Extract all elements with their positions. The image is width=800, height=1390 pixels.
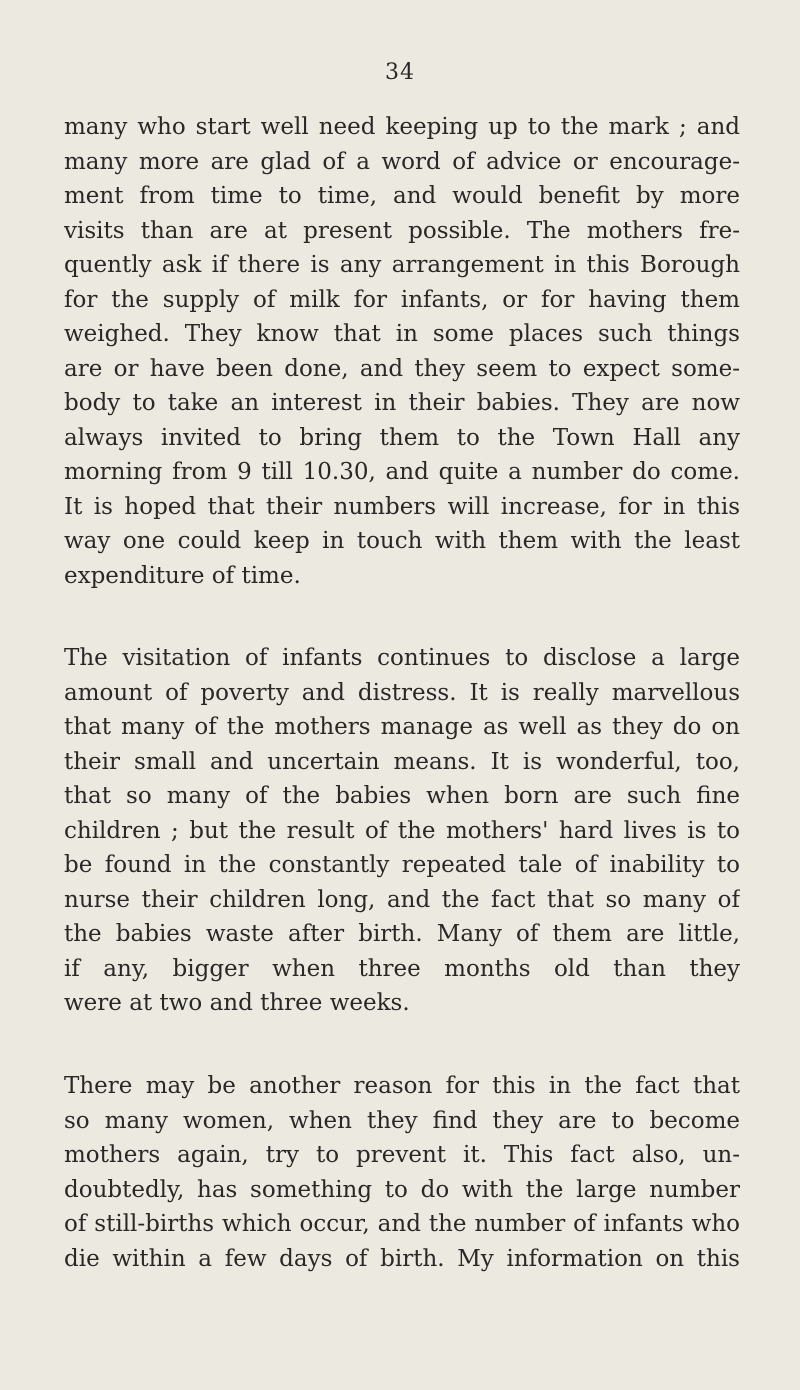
text-line: doubtedly, has something to do with the large number	[64, 1176, 740, 1203]
text-line: weighed. They know that in some places such things	[64, 321, 740, 347]
text-line: are or have been done, and they seem to expect some-	[64, 355, 740, 382]
text-line: ment from time to time, and would benefit by more	[64, 183, 740, 209]
text-line: mothers again, try to prevent it. This fact also, un-	[64, 1142, 740, 1168]
text-line: way one could keep in touch with them with the least	[64, 528, 740, 554]
text-line: expenditure of time.	[64, 562, 301, 589]
text-line: be found in the constantly repeated tale of inability to	[64, 852, 740, 878]
text-line: many who start well need keeping up to the mark ; and	[64, 114, 740, 140]
text-line: morning from 9 till 10.30, and quite a number do come.	[64, 459, 740, 485]
text-line: if any, bigger when three months old than they	[64, 955, 740, 982]
page-number: 34	[385, 60, 415, 85]
text-line: body to take an interest in their babies. They are now	[64, 390, 740, 416]
text-line: many more are glad of a word of advice or encourage-	[64, 148, 740, 175]
paragraph-2	[64, 641, 740, 1021]
text-line: die within a few days of birth. My information on this	[64, 1245, 740, 1272]
paragraph-3	[64, 1069, 740, 1276]
text-line: There may be another reason for this in the fact that	[64, 1073, 740, 1099]
text-line: It is hoped that their numbers will increase, for in this	[64, 493, 740, 520]
text-line: children ; but the result of the mothers' hard lives is to	[64, 817, 740, 844]
text-line: the babies waste after birth. Many of them are little,	[64, 921, 740, 947]
text-line: nurse their children long, and the fact that so many of	[64, 886, 740, 913]
text-line: were at two and three weeks.	[64, 990, 410, 1016]
text-line: quently ask if there is any arrangement in this Borough	[64, 252, 740, 278]
text-line: their small and uncertain means. It is wonderful, too,	[64, 748, 740, 775]
text-line: The visitation of infants continues to disclose a large	[64, 645, 740, 671]
text-line: amount of poverty and distress. It is really marvellous	[64, 679, 740, 706]
text-line: that many of the mothers manage as well as they do on	[64, 714, 740, 740]
text-line: always invited to bring them to the Town Hall any	[64, 424, 740, 451]
text-line: visits than are at present possible. The mothers fre-	[64, 217, 740, 244]
paragraph-1	[64, 110, 740, 593]
text-line: that so many of the babies when born are such fine	[64, 783, 740, 809]
text-line: so many women, when they find they are to become	[64, 1107, 740, 1134]
text-line: for the supply of milk for infants, or for having them	[64, 286, 740, 313]
text-line: of still-births which occur, and the number of infants who	[64, 1211, 740, 1237]
